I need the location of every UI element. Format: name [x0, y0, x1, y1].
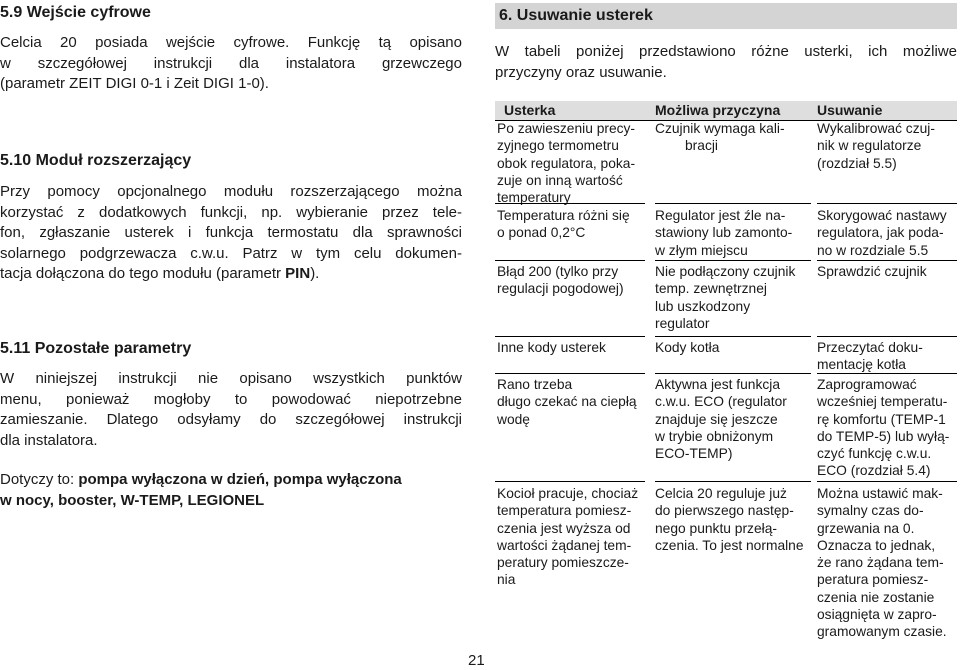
cell-text-line: osiągnięta w zapro-: [817, 607, 937, 623]
cell-text-line: Temperatura różni się: [497, 208, 630, 223]
header-fault: Usterka: [504, 102, 556, 118]
row-rule: [495, 373, 645, 374]
text-line: dla instalatora.: [0, 431, 98, 449]
row-2-fix: [817, 207, 957, 259]
text-line: tacja dołączona do tego modułu (parametr PIN).: [0, 265, 320, 282]
cell-text-line: zuje on inną wartość: [497, 172, 623, 188]
cell-text-line: długo czekać na ciepłą: [497, 394, 637, 410]
row-rule: [817, 373, 957, 374]
row-rule: [495, 203, 645, 204]
row-3-cause: [655, 263, 811, 332]
table-header: [495, 101, 957, 121]
cell-text-line: lub uszkodzony: [655, 298, 751, 314]
text-line: fon, zgłaszanie usterek i funkcja termostatu dla sprawności: [0, 224, 462, 241]
cell-text-line: Można ustawić mak-: [817, 486, 943, 501]
row-rule: [655, 373, 811, 374]
cell-text-line: czenia nie zostanie: [817, 589, 935, 605]
section-5-9-text: [0, 33, 462, 95]
row-5-fix: [817, 376, 957, 480]
cell-text-line: peratury pomieszcze-: [497, 555, 629, 571]
row-1-fault: [497, 120, 647, 206]
text-line: Celcia 20 posiada wejście cyfrowe. Funkcję tą opisano: [0, 34, 462, 51]
row-rule: [817, 481, 957, 482]
row-5-fault: [497, 376, 647, 428]
text-line: w nocy, booster, W-TEMP, LEGIONEL: [0, 491, 265, 509]
cell-text-line: (rozdział 5.5): [817, 155, 897, 171]
cell-text-line: temperatury: [497, 190, 571, 206]
row-rule: [817, 203, 957, 204]
cell-text-line: znajduje się jeszcze: [655, 411, 778, 427]
row-2-fault: [497, 207, 647, 242]
cell-text-line: wcześniej temperatu-: [817, 394, 948, 410]
row-4-fault: [497, 339, 647, 356]
cell-text-line: peratura pomiesz-: [817, 572, 929, 588]
section-5-10-text: [0, 182, 462, 285]
cell-text-line: Nie podłączony czujnik: [655, 264, 796, 279]
cell-text-line: do TEMP-5) lub wyłą-: [817, 428, 950, 444]
cell-text-line: regulator: [655, 315, 710, 331]
cell-text-line: rę komfortu (TEMP-1: [817, 411, 946, 427]
cell-text-line: Zaprogramować: [817, 377, 917, 392]
cell-text-line: Po zawieszeniu precy-: [497, 121, 636, 136]
row-rule: [655, 203, 811, 204]
cell-text-line: mentację kotła: [817, 357, 906, 373]
row-3-fault: [497, 263, 647, 298]
text-line: w szczegółowej instrukcji dla instalatora grzewczego: [0, 54, 462, 72]
text-line: W niniejszej instrukcji nie opisano wszystkich punktów: [0, 370, 462, 387]
cell-text-line: Kody kotła: [655, 340, 720, 355]
cell-text-line: bracji: [685, 138, 718, 154]
cell-text-line: czenia. To jest normalne: [655, 537, 804, 553]
row-2-cause: [655, 207, 811, 259]
cell-text-line: c.w.u. ECO (regulator: [655, 394, 787, 410]
row-rule: [495, 260, 645, 261]
page-number: 21: [468, 652, 485, 669]
cell-text-line: nego punktu przełą-: [655, 520, 777, 536]
text-line: zamieszanie. Dlatego odsyłamy do szczegółowej instrukcji: [0, 411, 462, 428]
row-6-fault: [497, 485, 647, 589]
cell-text-line: ECO-TEMP): [655, 446, 733, 462]
row-1-cause: [655, 120, 811, 155]
cell-text-line: temp. zewnętrznej: [655, 281, 767, 297]
cell-text-line: Przeczytać doku-: [817, 340, 923, 355]
cell-text-line: symalny czas do-: [817, 503, 924, 519]
text-line: menu, ponieważ mogłoby to powodować niepotrzebne: [0, 390, 462, 408]
cell-text-line: czenia jest wyższa od: [497, 520, 631, 536]
cell-text-line: do pierwszego następ-: [655, 503, 794, 519]
cell-text-line: Sprawdzić czujnik: [817, 264, 927, 279]
row-rule: [817, 260, 957, 261]
cell-text-line: Celcia 20 reguluje już: [655, 486, 787, 501]
text-line: solarnego podgrzewacza c.w.u. Patrz w tym celu dokumen-: [0, 244, 462, 262]
row-6-fix: [817, 485, 957, 641]
cell-text-line: Aktywna jest funkcja: [655, 377, 780, 392]
cell-text-line: Oznacza to jednak,: [817, 537, 936, 553]
cell-text-line: obok regulatora, poka-: [497, 155, 636, 171]
section-5-10-heading: 5.10 Moduł rozszerzający: [0, 152, 192, 169]
row-rule: [495, 481, 645, 482]
cell-text-line: Błąd 200 (tylko przy: [497, 264, 619, 279]
header-fix: Usuwanie: [817, 102, 883, 118]
row-rule: [655, 260, 811, 261]
row-6-cause: [655, 485, 811, 554]
cell-text-line: Rano trzeba: [497, 377, 573, 392]
cell-text-line: Skorygować nastawy: [817, 208, 947, 223]
section-5-9-heading: 5.9 Wejście cyfrowe: [0, 4, 151, 21]
cell-text-line: o ponad 0,2°C: [497, 225, 586, 241]
section-5-11-heading: 5.11 Pozostałe parametry: [0, 340, 192, 357]
text-line: Przy pomocy opcjonalnego modułu rozszerzającego można: [0, 183, 462, 200]
row-rule: [817, 336, 957, 337]
text-line: W tabeli poniżej przedstawiono różne usterki, ich możliwe: [495, 43, 957, 60]
cell-text-line: ECO (rozdział 5.4): [817, 463, 931, 479]
cell-text-line: Wykalibrować czuj-: [817, 121, 935, 136]
row-3-fix: [817, 263, 957, 280]
cell-text-line: Czujnik wymaga kali-: [655, 121, 785, 136]
cell-text-line: temperatura pomiesz-: [497, 503, 632, 519]
row-rule: [495, 336, 645, 337]
text-line: korzystać z dodatkowych funkcji, np. wybieranie przez tele-: [0, 203, 462, 221]
cell-text-line: Kocioł pracuje, chociaż: [497, 486, 639, 501]
cell-text-line: Regulator jest źle na-: [655, 208, 786, 223]
cell-text-line: regulacji pogodowej): [497, 281, 624, 297]
cell-text-line: Inne kody usterek: [497, 340, 606, 355]
cell-text-line: regulatora, jak poda-: [817, 225, 944, 241]
section-6-intro: [495, 42, 957, 83]
section-5-11-text: [0, 369, 462, 451]
row-4-fix: [817, 339, 957, 374]
header-cause: Możliwa przyczyna: [655, 102, 781, 118]
text-line: Dotyczy to: pompa wyłączona w dzień, pompa wyłączona: [0, 471, 402, 488]
cell-text-line: no w rozdziale 5.5: [817, 242, 929, 258]
cell-text-line: w trybie obniżonym: [655, 428, 774, 444]
cell-text-line: nik w regulatorze: [817, 138, 922, 154]
cell-text-line: że rano żądana tem-: [817, 555, 944, 571]
cell-text-line: gramowanym czasie.: [817, 624, 947, 640]
cell-text-line: czyć funkcję c.w.u.: [817, 446, 932, 462]
cell-text-line: stawiony lub zamonto-: [655, 225, 793, 241]
parameter-pin: PIN: [285, 265, 311, 282]
cell-text-line: nia: [497, 572, 516, 588]
cell-text-line: wartości żądanej tem-: [497, 537, 632, 553]
row-4-cause: [655, 339, 811, 356]
cell-text-line: zyjnego termometru: [497, 138, 619, 154]
section-6-heading: 6. Usuwanie usterek: [495, 3, 957, 29]
row-rule: [655, 481, 811, 482]
section-5-11-note: [0, 470, 462, 511]
row-5-cause: [655, 376, 811, 462]
text-line: przyczyny oraz usuwanie.: [495, 63, 667, 81]
cell-text-line: w złym miejscu: [655, 242, 748, 258]
text-line: (parametr ZEIT DIGI 0-1 i Zeit DIGI 1-0).: [0, 75, 269, 92]
cell-text-line: wodę: [497, 411, 530, 427]
row-1-fix: [817, 120, 957, 172]
cell-text-line: grzewania na 0.: [817, 520, 915, 536]
row-rule: [655, 336, 811, 337]
